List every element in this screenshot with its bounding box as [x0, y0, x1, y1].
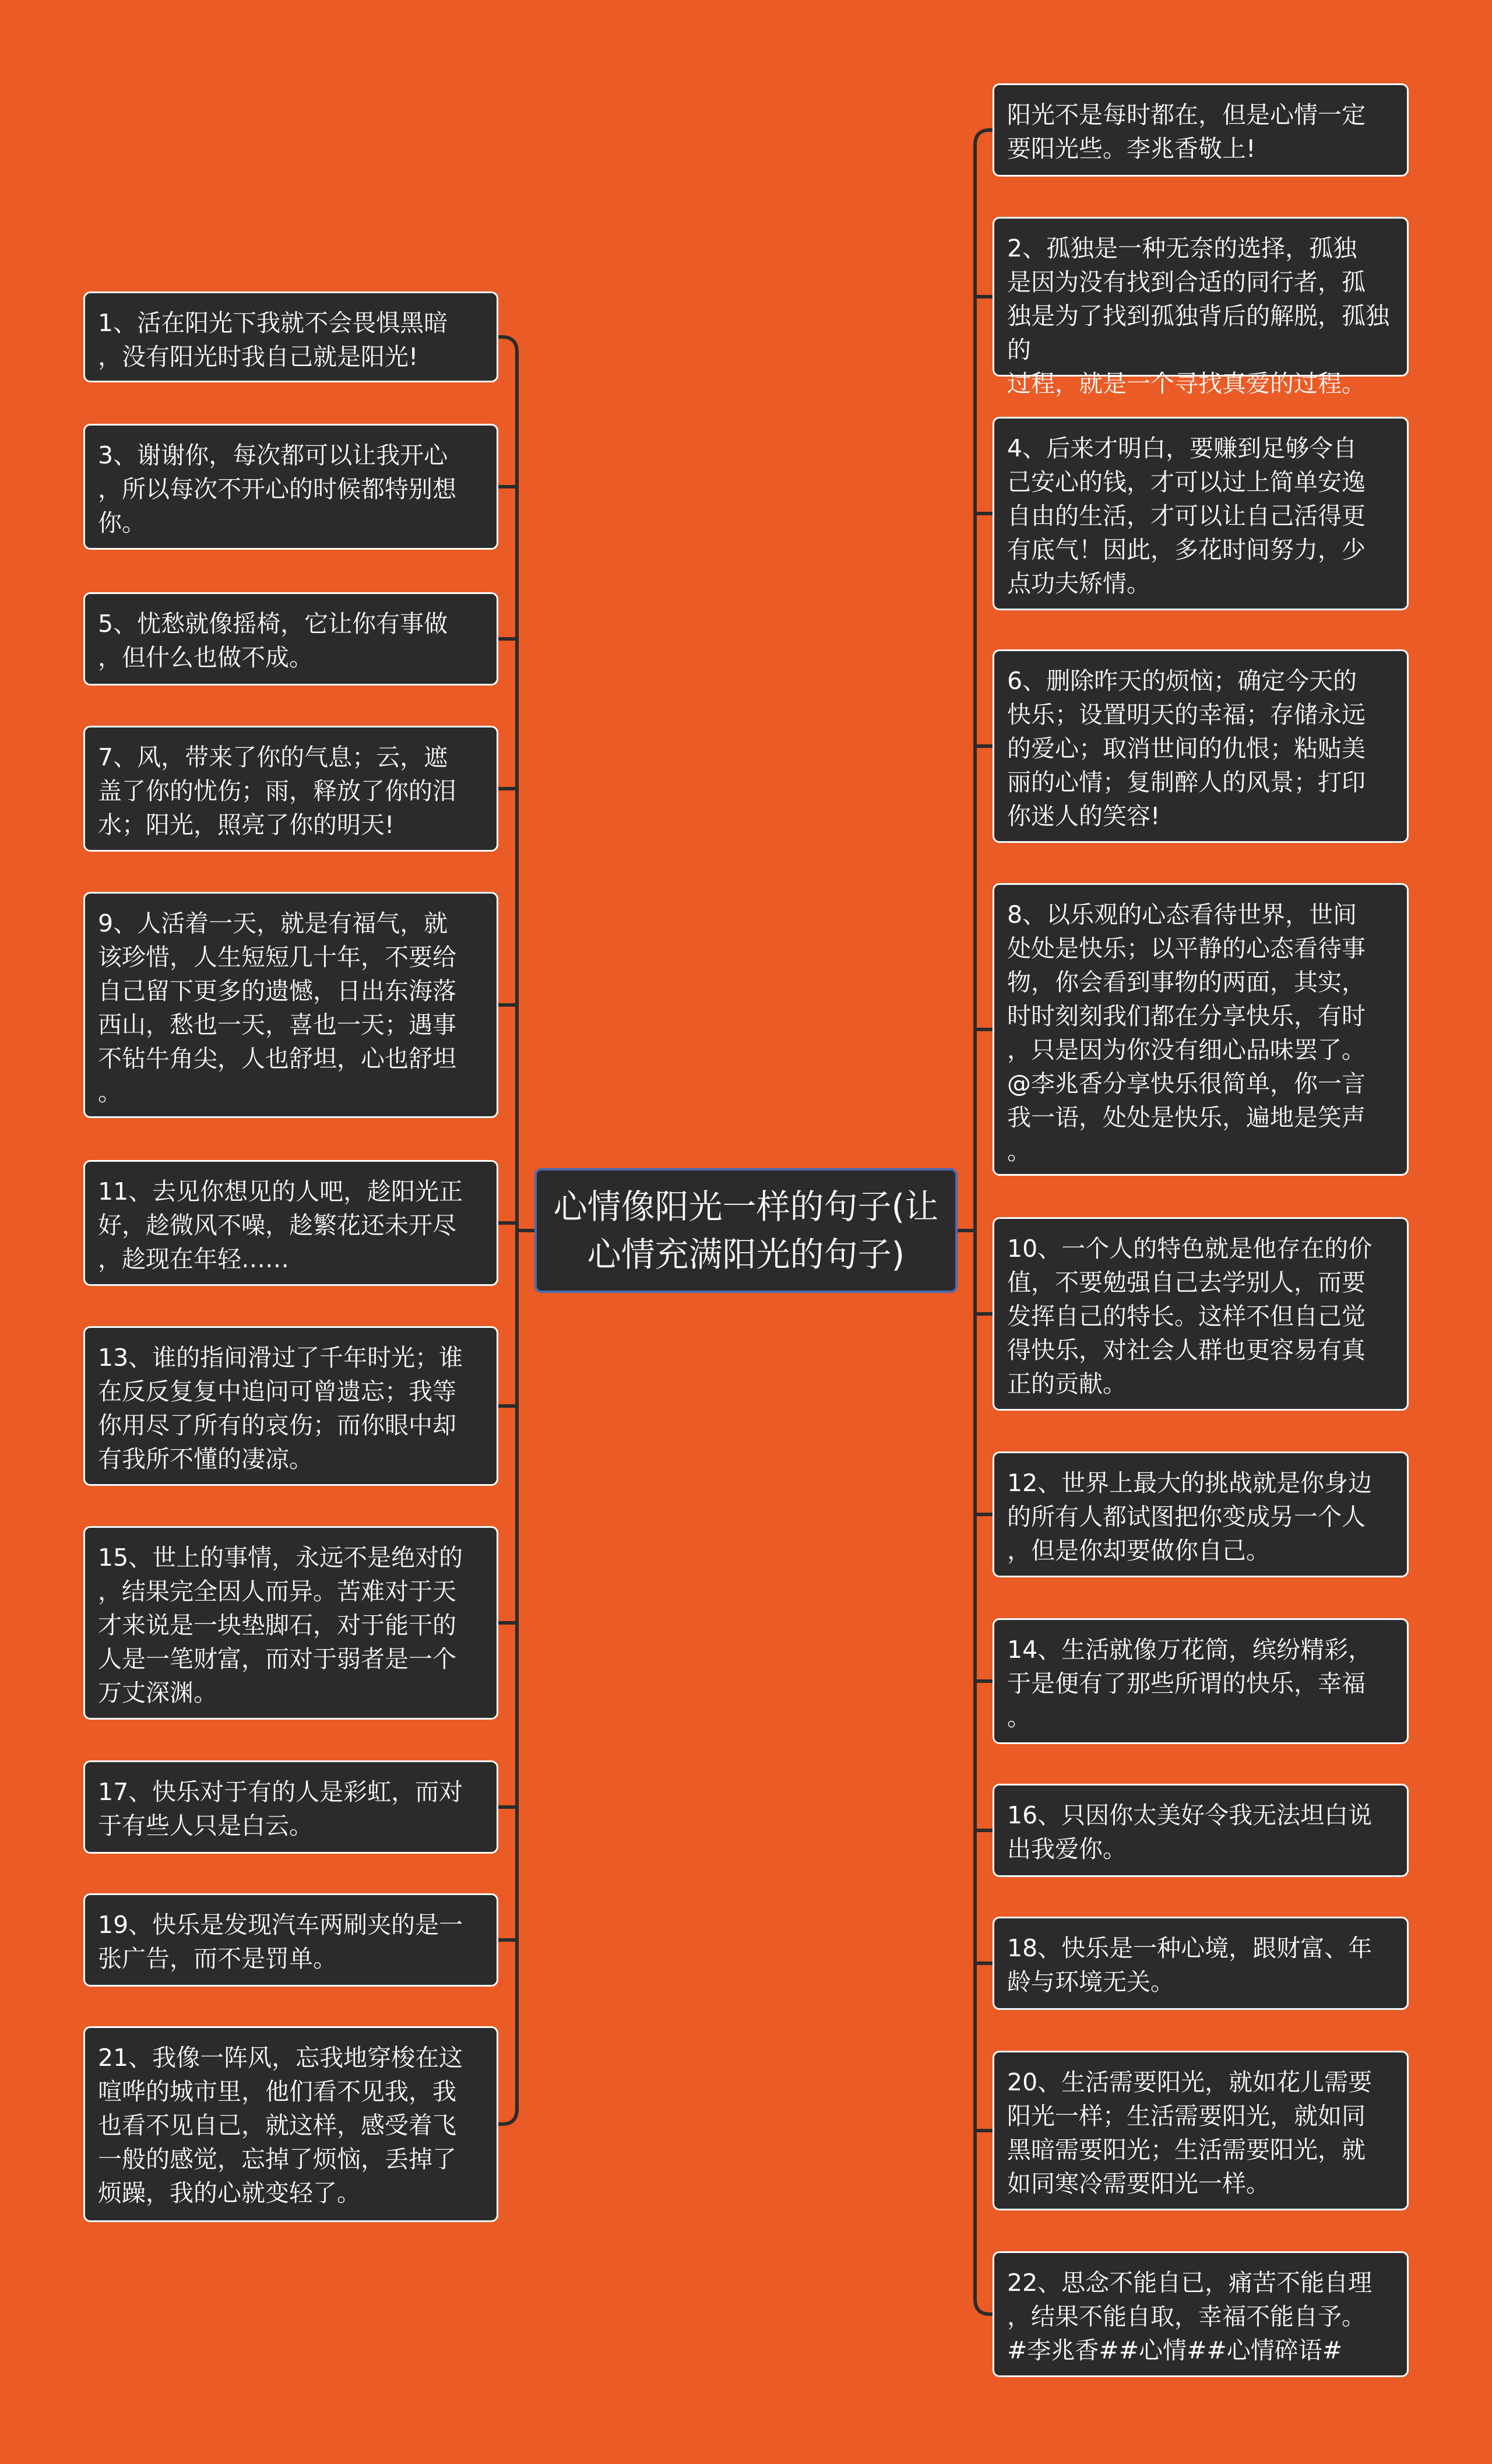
right-branch-node[interactable]: 14、生活就像万花筒，缤纷精彩， 于是便有了那些所谓的快乐，幸福 。: [993, 1618, 1409, 1744]
left-branch-node[interactable]: 9、人活着一天，就是有福气，就 该珍惜，人生短短几十年，不要给 自己留下更多的遗憾，日出东海落 西山，愁也一天，喜也一天；遇事 不钻牛角尖，人也舒坦，心也舒坦 。: [83, 892, 498, 1118]
right-branch-node[interactable]: 6、删除昨天的烦恼；确定今天的 快乐；设置明天的幸福；存储永远 的爱心；取消世间的仇恨；粘贴美 丽的心情；复制醉人的风景；打印 你迷人的笑容!: [993, 649, 1409, 843]
left-branch-connector: [498, 2109, 517, 2124]
right-branch-connector: [975, 2299, 993, 2314]
left-branch-node[interactable]: 21、我像一阵风，忘我地穿梭在这 喧哗的城市里，他们看不见我，我 也看不见自己，就这样，感受着飞 一般的感觉，忘掉了烦恼，丢掉了 烦躁，我的心就变轻了。: [83, 2026, 498, 2222]
left-branch-node[interactable]: 11、去见你想见的人吧，趁阳光正 好，趁微风不噪，趁繁花还未开尽 ，趁现在年轻……: [83, 1160, 498, 1286]
right-branch-node[interactable]: 12、世界上最大的挑战就是你身边 的所有人都试图把你变成另一个人 ，但是你却要做你自己。: [993, 1451, 1409, 1577]
left-branch-node[interactable]: 1、活在阳光下我就不会畏惧黑暗 ，没有阳光时我自己就是阳光!: [83, 291, 498, 382]
left-branch-node[interactable]: 19、快乐是发现汽车两刷夹的是一 张广告，而不是罚单。: [83, 1893, 498, 1987]
left-branch-node[interactable]: 7、风，带来了你的气息；云，遮 盖了你的忧伤；雨，释放了你的泪 水；阳光，照亮了你的明天!: [83, 726, 498, 852]
left-branch-node[interactable]: 17、快乐对于有的人是彩虹，而对 于有些人只是白云。: [83, 1760, 498, 1854]
right-branch-node[interactable]: 10、一个人的特色就是他存在的价 值，不要勉强自己去学别人，而要 发挥自己的特长。这样不但自己觉 得快乐，对社会人群也更容易有真 正的贡献。: [993, 1217, 1409, 1411]
right-branch-node[interactable]: 22、思念不能自已，痛苦不能自理 ，结果不能自取，幸福不能自予。 #李兆香##心情##心情碎语#: [993, 2251, 1409, 2377]
right-branch-node[interactable]: 8、以乐观的心态看待世界，世间 处处是快乐；以平静的心态看待事 物，你会看到事物的两面，其实， 时时刻刻我们都在分享快乐，有时 ，只是因为你没有细心品味罢了。 @李兆香分享快乐很简单，你一言 我一语，处处是快乐，遍地是笑声 。: [993, 883, 1409, 1176]
right-branch-node[interactable]: 阳光不是每时都在，但是心情一定 要阳光些。李兆香敬上!: [993, 83, 1409, 177]
right-branch-node[interactable]: 2、孤独是一种无奈的选择，孤独 是因为没有找到合适的同行者，孤 独是为了找到孤独背后的解脱，孤独的 过程，就是一个寻找真爱的过程。: [993, 217, 1409, 377]
right-branch-node[interactable]: 16、只因你太美好令我无法坦白说 出我爱你。: [993, 1784, 1409, 1877]
right-branch-node[interactable]: 18、快乐是一种心境，跟财富、年 龄与环境无关。: [993, 1917, 1409, 2010]
left-branch-node[interactable]: 13、谁的指间滑过了千年时光；谁 在反反复复中追问可曾遗忘；我等 你用尽了所有的哀伤；而你眼中却 有我所不懂的凄凉。: [83, 1326, 498, 1486]
right-branch-node[interactable]: 4、后来才明白，要赚到足够令自 己安心的钱，才可以过上简单安逸 自由的生活，才可以让自己活得更 有底气！因此，多花时间努力，少 点功夫矫情。: [993, 417, 1409, 610]
left-branch-node[interactable]: 15、世上的事情，永远不是绝对的 ，结果完全因人而异。苦难对于天 才来说是一块垫脚石，对于能干的 人是一笔财富，而对于弱者是一个 万丈深渊。: [83, 1526, 498, 1720]
left-branch-node[interactable]: 5、忧愁就像摇椅，它让你有事做 ，但什么也做不成。: [83, 592, 498, 686]
central-topic-node[interactable]: 心情像阳光一样的句子(让 心情充满阳光的句子): [534, 1168, 958, 1293]
left-branch-connector: [498, 337, 517, 352]
left-branch-node[interactable]: 3、谢谢你，每次都可以让我开心 ，所以每次不开心的时候都特别想 你。: [83, 424, 498, 550]
right-branch-node[interactable]: 20、生活需要阳光，就如花儿需要 阳光一样；生活需要阳光，就如同 黑暗需要阳光；生活需要阳光，就 如同寒冷需要阳光一样。: [993, 2051, 1409, 2210]
right-branch-connector: [975, 130, 993, 145]
